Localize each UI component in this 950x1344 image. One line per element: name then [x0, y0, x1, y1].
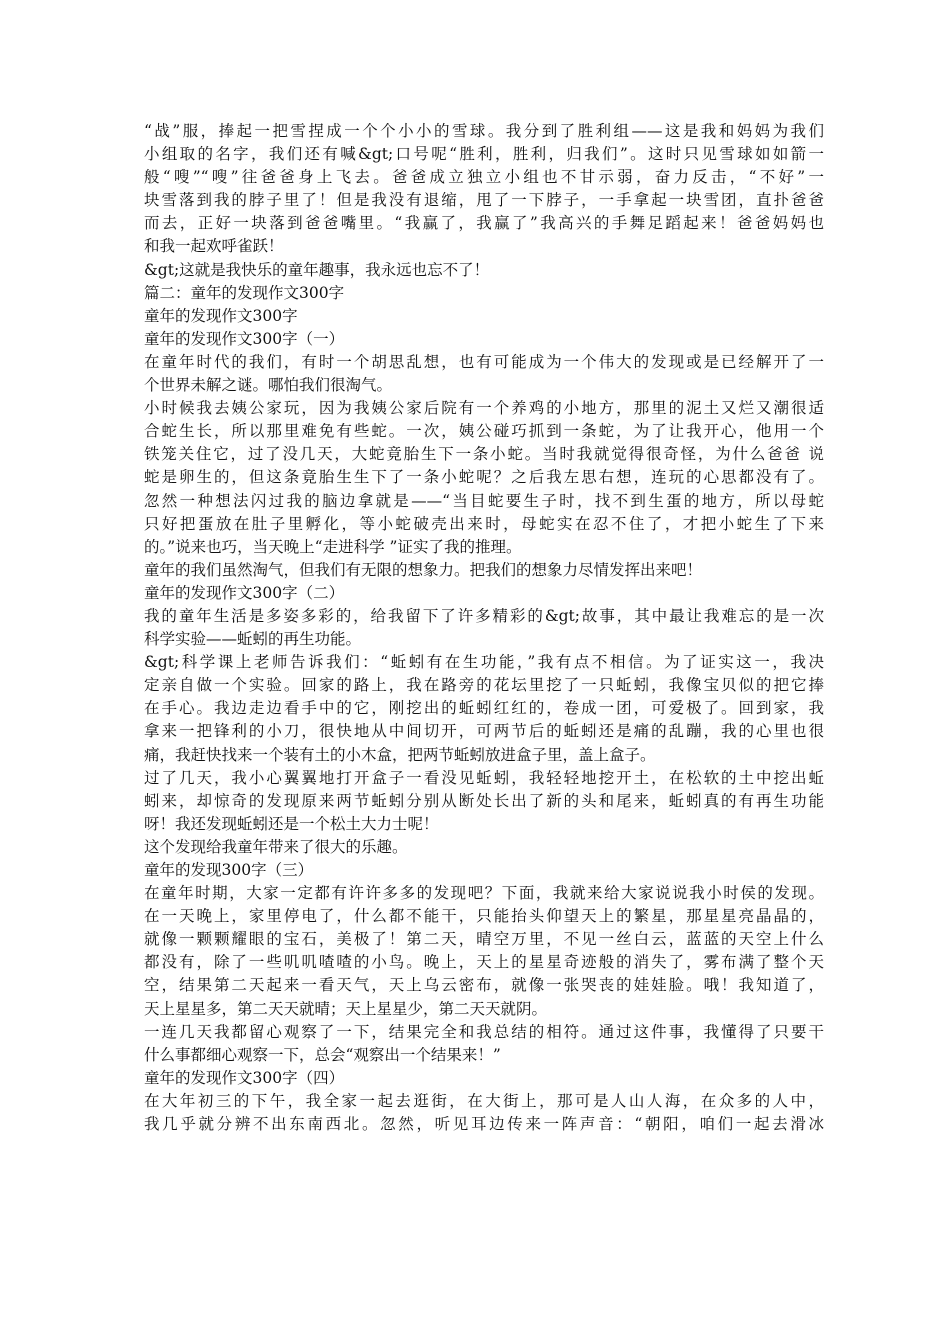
- text-line: 定亲自做一个实验。回家的路上，我在路旁的花坛里挖了一只蚯蚓，我像宝贝似的把它捧: [144, 676, 824, 695]
- text-line: 个世界未解之谜。哪怕我们很淘气。: [144, 376, 393, 395]
- text-line: 在一天晚上，家里停电了，什么都不能干，只能抬头仰望天上的繁星，那星星亮晶晶的，: [144, 907, 824, 926]
- text-line: 过了几天，我小心翼翼地打开盒子一看没见蚯蚓，我轻轻地挖开土，在松软的土中挖出蚯: [144, 768, 824, 787]
- essay-title: 童年的发现300字（三）: [144, 861, 314, 879]
- text-line: 科学实验——蚯蚓的再生功能。: [144, 630, 362, 649]
- text-line: 而去，正好一块落到爸爸嘴里。“我赢了，我赢了”我高兴的手舞足蹈起来！爸爸妈妈也: [144, 214, 824, 233]
- text-line: 铁笼关住它，过了没几天，大蛇竟胎生下一条小蛇。当时我就觉得很奇怪，为什么爸爸 说: [144, 445, 824, 464]
- text-line: 一连几天我都留心观察了一下，结果完全和我总结的相符。通过这件事，我懂得了只要干: [144, 1022, 824, 1041]
- text-line: 天上星星多，第二天天就晴；天上星星少，第二天天就阴。: [144, 999, 548, 1018]
- text-line: 在童年时代的我们，有时一个胡思乱想，也有可能成为一个伟大的发现或是已经解开了一: [144, 352, 824, 371]
- text-line: &gt;科学课上老师告诉我们：“蚯蚓有在生功能，”我有点不相信。为了证实这一，我决: [144, 653, 824, 672]
- text-line: 蚓来，却惊奇的发现原来两节蚯蚓分别从断处长出了新的头和尾来，蚯蚓真的有再生功能: [144, 791, 824, 810]
- text-line: 小组取的名字，我们还有喊&gt;口号呢“胜利，胜利，归我们”。这时只见雪球如如箭一: [144, 145, 824, 164]
- text-line: 合蛇生长，所以那里难免有些蛇。一次，姨公碰巧抓到一条蛇，为了让我开心，他用一个: [144, 422, 824, 441]
- essay-title: 童年的发现作文300字（二）: [144, 583, 345, 602]
- text-line: &gt;这就是我快乐的童年趣事，我永远也忘不了！: [144, 260, 490, 279]
- text-line: 在童年时期，大家一定都有许许多多的发现吧？下面，我就来给大家说说我小时侯的发现。: [144, 884, 824, 903]
- text-line: 都没有，除了一些叽叽喳喳的小鸟。晚上，天上的星星奇迹般的消失了，雾布满了整个天: [144, 953, 824, 972]
- text-line: 小时候我去姨公家玩，因为我姨公家后院有一个养鸡的小地方，那里的泥土又烂又潮很适: [144, 399, 824, 418]
- text-line: 我的童年生活是多姿多彩的，给我留下了许多精彩的&gt;故事，其中最让我难忘的是一次: [144, 606, 824, 625]
- text-line: 和我一起欢呼雀跃！: [144, 237, 284, 256]
- section-heading: 篇二：童年的发现作文300字: [144, 283, 345, 302]
- text-line: 的。”说来也巧，当天晚上“走进科学 ”证实了我的推理。: [144, 537, 522, 556]
- text-line: 就像一颗颗耀眼的宝石，美极了！第二天，晴空万里，不见一丝白云，蓝蓝的天空上什么: [144, 930, 824, 949]
- article-title: 童年的发现作文300字: [144, 306, 298, 325]
- document-body: [144, 120, 824, 1136]
- text-line: “战”服，捧起一把雪捏成一个个小小的雪球。我分到了胜利组——这是我和妈妈为我们: [144, 122, 824, 140]
- text-line: 呀！我还发现蚯蚓还是一个松土大力士呢！: [144, 814, 439, 833]
- text-line: 块雪落到我的脖子里了！但是我没有退缩，甩了一下脖子，一手拿起一块雪团，直扑爸爸: [144, 191, 824, 210]
- text-line: 我几乎就分辨不出东南西北。忽然，听见耳边传来一阵声音：“朝阳，咱们一起去滑冰: [144, 1115, 824, 1134]
- text-line: 空，结果第二天起来一看天气，天上乌云密布，就像一张哭丧的娃娃脸。哦！我知道了，: [144, 976, 824, 995]
- text-line: 只好把蛋放在肚子里孵化，等小蛇破壳出来时，母蛇实在忍不住了，才把小蛇生了下来: [144, 514, 824, 533]
- text-line: 拿来一把锋利的小刀，很快地从中间切开，可两节后的蚯蚓还是痛的乱蹦，我的心里也很: [144, 722, 824, 741]
- text-line: 在手心。我边走边看手中的它，刚挖出的蚯蚓红红的，卷成一团，可爱极了。回到家，我: [144, 699, 824, 718]
- essay-title: 童年的发现作文300字（四）: [144, 1068, 345, 1087]
- text-line: 般“嗖”“嗖”往爸爸身上飞去。爸爸成立独立小组也不甘示弱，奋力反击，“不好”一: [144, 168, 824, 187]
- text-line: 痛，我赶快找来一个装有土的小木盒，把两节蚯蚓放进盒子里，盖上盒子。: [144, 745, 656, 764]
- text-line: 忽然一种想法闪过我的脑边拿就是——“当目蛇要生子时，找不到生蛋的地方，所以母蛇: [144, 491, 824, 510]
- essay-title: 童年的发现作文300字（一）: [144, 329, 345, 348]
- text-line: 这个发现给我童年带来了很大的乐趣。: [144, 837, 408, 856]
- text-line: 什么事都细心观察一下，总会“观察出一个结果来！”: [144, 1045, 501, 1064]
- text-line: 在大年初三的下午，我全家一起去逛街，在大街上，那可是人山人海，在众多的人中，: [144, 1091, 824, 1110]
- text-line: 童年的我们虽然淘气，但我们有无限的想象力。把我们的想象力尽情发挥出来吧！: [144, 560, 703, 579]
- text-line: 蛇是卵生的，但这条竟胎生生下了一条小蛇呢？之后我左思右想，连玩的心思都没有了。: [144, 468, 824, 487]
